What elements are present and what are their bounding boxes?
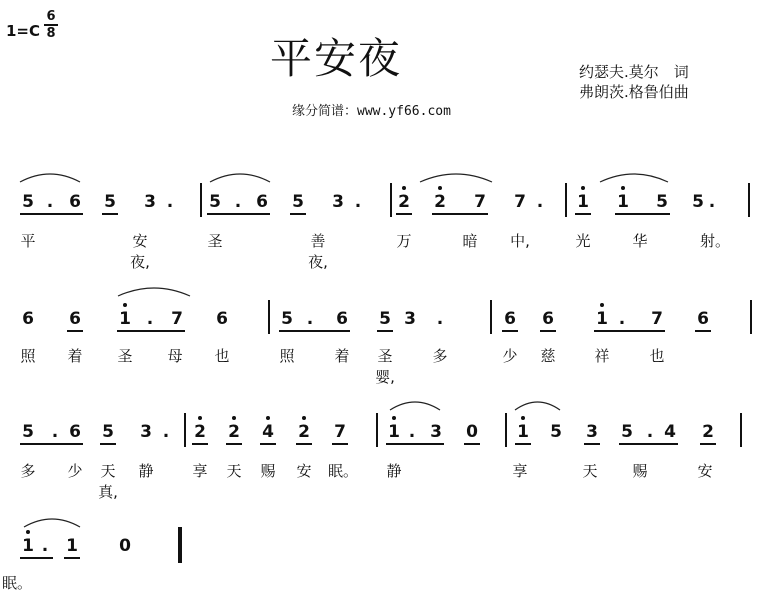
lyric-char: 中, (510, 232, 530, 250)
note: 0 (466, 422, 478, 442)
note: . (146, 309, 154, 329)
lyric-char: 善夜, (308, 232, 328, 271)
note: . (234, 192, 242, 212)
note: 5 (692, 192, 704, 212)
note: . (162, 422, 170, 442)
note: 5 (550, 422, 562, 442)
note: 3 (404, 309, 416, 329)
note: 6 (504, 309, 516, 329)
lyric-char: 天 (582, 462, 598, 480)
lyric-char: 母 (167, 347, 183, 365)
note: 7 (474, 192, 486, 212)
lyric-char: 赐 (260, 462, 276, 480)
note: 7 (334, 422, 346, 442)
lyric-char: 光 (575, 232, 591, 250)
lyric-char: 眠。 (2, 574, 33, 592)
lyric-char: 享 (192, 462, 208, 480)
note: . (646, 422, 654, 442)
note: 3 (144, 192, 156, 212)
note: . (354, 192, 362, 212)
note: 6 (69, 309, 81, 329)
note: 5 (104, 192, 116, 212)
lyric-char: 安夜, (130, 232, 150, 271)
lyric-char: 眠。 (328, 462, 359, 480)
slur (600, 174, 668, 182)
note: 2 (434, 192, 446, 212)
note: . (46, 192, 54, 212)
note: 1 (119, 309, 131, 329)
lyricist-credit: 约瑟夫.莫尔 词 (579, 63, 689, 81)
note: 6 (336, 309, 348, 329)
note: . (618, 309, 626, 329)
note: 2 (228, 422, 240, 442)
note: 1 (577, 192, 589, 212)
song-title: 平安夜 (270, 34, 403, 83)
slur (420, 174, 492, 182)
lyric-char: 天真, (98, 462, 118, 501)
note: 1 (517, 422, 529, 442)
lyric-char: 圣 (117, 347, 133, 365)
note: 0 (119, 536, 131, 556)
lyric-char: 慈 (540, 347, 556, 365)
lyric-char: 静 (138, 462, 154, 480)
note: . (51, 422, 59, 442)
lyric-char: 安 (697, 462, 713, 480)
note: . (536, 192, 544, 212)
note: 4 (262, 422, 274, 442)
lyric-char: 多 (20, 462, 36, 480)
meter-top: 6 (46, 9, 56, 24)
lyric-char: 祥 (594, 347, 610, 365)
note: 3 (332, 192, 344, 212)
note: 1 (617, 192, 629, 212)
note: 6 (22, 309, 34, 329)
note: 3 (586, 422, 598, 442)
slur (210, 174, 270, 182)
slur (20, 174, 80, 182)
note: 6 (542, 309, 554, 329)
note: 5 (102, 422, 114, 442)
lyric-char: 圣婴, (375, 347, 395, 386)
lyric-char: 少 (67, 462, 83, 480)
note: 5 (379, 309, 391, 329)
note: 5 (22, 422, 34, 442)
note: 5 (209, 192, 221, 212)
note: 2 (398, 192, 410, 212)
source-line: 缘分简谱：www.yf66.com (292, 104, 451, 119)
composer-credit: 弗朗茨.格鲁伯曲 (579, 83, 689, 101)
note: 1 (596, 309, 608, 329)
lyric-char: 着 (67, 347, 83, 365)
meter-bottom: 8 (46, 25, 56, 41)
note: 2 (194, 422, 206, 442)
note: 5 (656, 192, 668, 212)
slur (118, 288, 190, 296)
note: 6 (697, 309, 709, 329)
lyric-char: 圣 (207, 232, 223, 250)
note: 6 (256, 192, 268, 212)
lyric-char: 照 (20, 347, 36, 365)
note: 2 (298, 422, 310, 442)
lyric-char: 华 (632, 232, 648, 250)
note: 5 (292, 192, 304, 212)
lyric-char: 万 (396, 232, 412, 250)
lyric-char: 也 (649, 347, 665, 365)
note: . (408, 422, 416, 442)
slur (24, 519, 80, 527)
lyric-char: 着 (334, 347, 350, 365)
lyric-char: 享 (512, 462, 528, 480)
lyric-char: 安 (296, 462, 312, 480)
note: 6 (69, 192, 81, 212)
lyric-char: 平 (20, 232, 36, 250)
note: 5 (281, 309, 293, 329)
slur (515, 402, 560, 410)
lyric-char: 多 (432, 347, 448, 365)
note: 3 (430, 422, 442, 442)
note: . (708, 192, 716, 212)
note: 4 (664, 422, 676, 442)
note: 1 (22, 536, 34, 556)
lyric-char: 少 (502, 347, 518, 365)
note: . (306, 309, 314, 329)
lyric-char: 静 (386, 462, 402, 480)
note: . (166, 192, 174, 212)
lyric-char: 暗 (462, 232, 478, 250)
note: . (436, 309, 444, 329)
lyric-char: 也 (214, 347, 230, 365)
lyric-char: 赐 (632, 462, 648, 480)
note: 7 (514, 192, 526, 212)
slur (390, 402, 440, 410)
note: 5 (621, 422, 633, 442)
note: 6 (69, 422, 81, 442)
note: 2 (702, 422, 714, 442)
note: 5 (22, 192, 34, 212)
note: 1 (66, 536, 78, 556)
lyric-char: 照 (279, 347, 295, 365)
note: . (41, 536, 49, 556)
note: 3 (140, 422, 152, 442)
key-signature: 1=C (6, 22, 41, 40)
note: 1 (388, 422, 400, 442)
lyric-char: 天 (226, 462, 242, 480)
lyric-char: 射。 (700, 232, 731, 250)
note: 7 (651, 309, 663, 329)
note: 7 (171, 309, 183, 329)
note: 6 (216, 309, 228, 329)
